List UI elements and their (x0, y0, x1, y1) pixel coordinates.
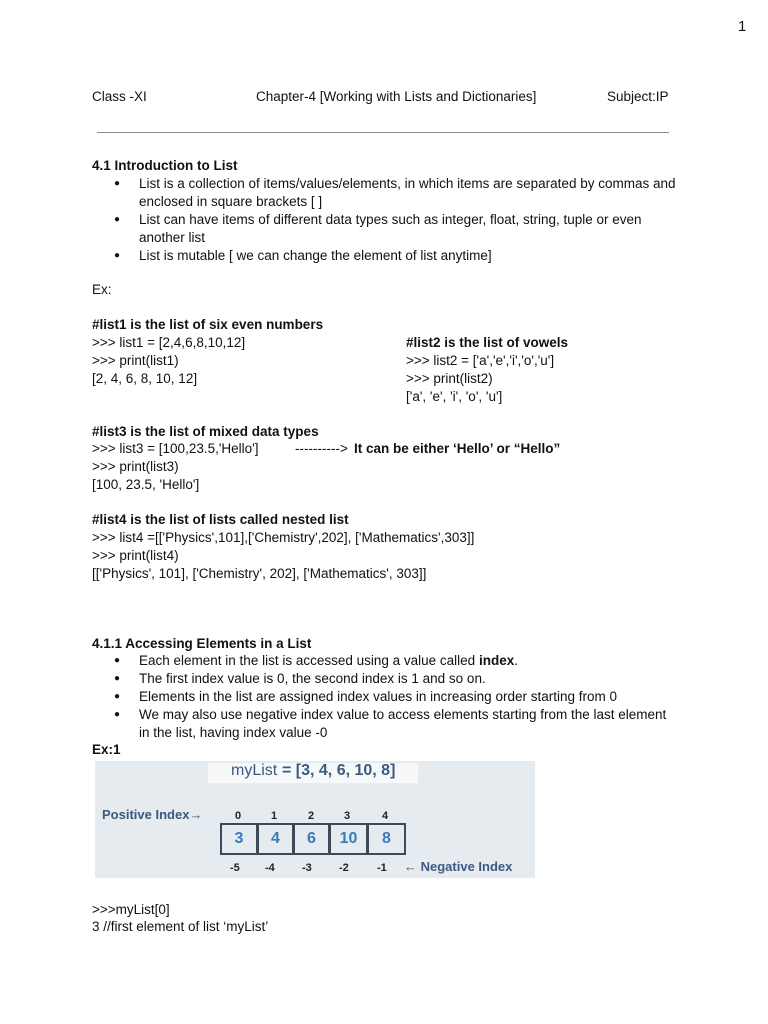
subject-label: Subject:IP (607, 89, 669, 104)
list3-output: [100, 23.5, 'Hello'] (92, 477, 200, 492)
negative-index: -5 (230, 862, 240, 874)
list1-code: >>> list1 = [2,4,6,8,10,12] (92, 335, 246, 350)
positive-index: 3 (344, 810, 351, 822)
list4-print: >>> print(list4) (92, 548, 179, 563)
list-item: ● List is mutable [ we can change the element of list anytime] (92, 247, 679, 265)
example-code-line2: 3 //first element of list ‘myList’ (92, 919, 269, 934)
bullet-text: Each element in the list is accessed using a value called (139, 653, 479, 668)
negative-index: -3 (302, 862, 312, 874)
page-number: 1 (738, 18, 747, 35)
list2-code: >>> list2 = ['a','e','i','o','u'] (406, 353, 555, 368)
section-heading-accessing: 4.1.1 Accessing Elements in a List (92, 636, 312, 651)
positive-index: 1 (271, 810, 278, 822)
positive-index: 4 (382, 810, 389, 822)
bullet-text: . (514, 653, 518, 668)
list3-arrow: ----------> (295, 441, 348, 456)
negative-index: -1 (377, 862, 387, 874)
list3-note: It can be either ‘Hello’ or “Hello” (354, 441, 561, 456)
accessing-bullet-list (92, 652, 679, 742)
list1-output: [2, 4, 6, 8, 10, 12] (92, 371, 198, 386)
list2-print: >>> print(list2) (406, 371, 493, 386)
header-divider (97, 132, 669, 133)
negative-index-label: ← Negative Index (404, 859, 513, 874)
list2-output: ['a', 'e', 'i', 'o', 'u'] (406, 389, 503, 404)
list2-comment: #list2 is the list of vowels (406, 335, 569, 350)
list1-print: >>> print(list1) (92, 353, 179, 368)
diagram-list-literal: = [3, 4, 6, 10, 8] (282, 762, 396, 779)
list-cell: 10 (329, 823, 368, 855)
list-cell: 3 (220, 823, 258, 855)
list3-print: >>> print(list3) (92, 459, 179, 474)
section-heading-intro: 4.1 Introduction to List (92, 158, 238, 173)
example-code-line1: >>>myList[0] (92, 902, 170, 917)
positive-index-label: Positive Index→ (102, 807, 203, 822)
list4-output: [['Physics', 101], ['Chemistry', 202], ['Mathematics', 303]] (92, 566, 427, 581)
list-item: ● We may also use negative index value to access elements starting from the last element in the list, having index value -0 (92, 706, 679, 742)
list-item: ● List is a collection of items/values/elements, in which items are separated by commas and enclosed in square brackets [ ] (92, 175, 679, 211)
list3-comment: #list3 is the list of mixed data types (92, 424, 319, 439)
list4-code: >>> list4 =[['Physics',101],['Chemistry',202], ['Mathematics',303]] (92, 530, 475, 545)
list1-comment: #list1 is the list of six even numbers (92, 317, 324, 332)
positive-index: 2 (308, 810, 315, 822)
negative-index: -2 (339, 862, 349, 874)
index-diagram (95, 761, 535, 878)
positive-index: 0 (235, 810, 242, 822)
intro-bullet-list (92, 175, 679, 265)
list-cell: 6 (293, 823, 330, 855)
list-item: ● Elements in the list are assigned index values in increasing order starting from 0 (92, 688, 679, 706)
list-item (92, 652, 679, 670)
list-cell: 8 (367, 823, 406, 855)
list4-comment: #list4 is the list of lists called nested list (92, 512, 349, 527)
list3-code: >>> list3 = [100,23.5,'Hello'] (92, 441, 259, 456)
list-cell: 4 (257, 823, 294, 855)
index-term: index (478, 653, 515, 668)
negative-index: -4 (265, 862, 275, 874)
list-item: ● The first index value is 0, the second index is 1 and so on. (92, 670, 679, 688)
ex1-label: Ex:1 (92, 742, 121, 757)
class-label: Class -XI (92, 89, 147, 104)
chapter-title: Chapter-4 [Working with Lists and Dictionaries] (256, 89, 537, 104)
list-item: ● List can have items of different data types such as integer, float, string, tuple or even another list (92, 211, 679, 247)
diagram-list-name: myList (231, 762, 278, 779)
ex-label: Ex: (92, 282, 112, 297)
